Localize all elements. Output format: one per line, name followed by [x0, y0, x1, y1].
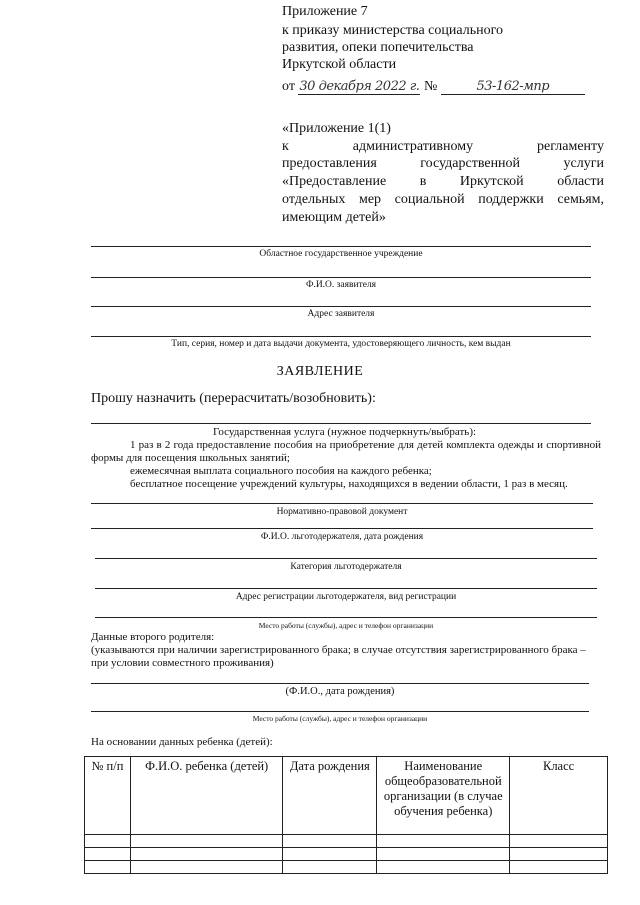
- id-document-line[interactable]: [91, 336, 591, 337]
- beneficiary-category-line[interactable]: [95, 558, 597, 559]
- second-parent-workplace-caption: Место работы (службы), адрес и телефон организации: [252, 714, 428, 723]
- date-prefix: от: [282, 79, 295, 94]
- service-option-1[interactable]: 1 раз в 2 года предоставление пособия на приобретение для детей комплекта одежды и спортивной: [130, 439, 601, 451]
- header-cell-school: Наименование общеобразовательной организации (в случае обучения ребенка): [377, 757, 510, 835]
- header-cell-grade: Класс: [510, 757, 608, 835]
- beneficiary-name-line[interactable]: [91, 528, 593, 529]
- normative-doc-caption: Нормативно-правовой документ: [276, 507, 408, 517]
- table-row[interactable]: [85, 861, 608, 874]
- beneficiary-address-caption: Адрес регистрации льготодержателя, вид регистрации: [235, 592, 457, 602]
- date-value: 30 декабря 2022 г.: [299, 79, 420, 94]
- service-line[interactable]: [91, 423, 591, 424]
- sub-appendix-line-4: отдельных мер социальной поддержки семьям,: [282, 192, 604, 207]
- cell[interactable]: [377, 835, 510, 848]
- order-line-3: Иркутской области: [282, 57, 397, 72]
- institution-caption: Областное государственное учреждение: [259, 249, 423, 259]
- beneficiary-address-line[interactable]: [95, 588, 597, 589]
- children-table: [84, 756, 608, 874]
- cell[interactable]: [510, 835, 608, 848]
- cell[interactable]: [283, 848, 377, 861]
- applicant-name-line[interactable]: [91, 277, 591, 278]
- cell[interactable]: [510, 861, 608, 874]
- table-row[interactable]: [85, 835, 608, 848]
- cell[interactable]: [510, 848, 608, 861]
- cell[interactable]: [85, 848, 131, 861]
- second-parent-title: Данные второго родителя:: [91, 631, 215, 643]
- children-basis-text: На основании данных ребенка (детей):: [91, 736, 273, 748]
- beneficiary-name-caption: Ф.И.О. льготодержателя, дата рождения: [260, 532, 424, 542]
- second-parent-name-line[interactable]: [91, 683, 589, 684]
- cell[interactable]: [130, 848, 283, 861]
- normative-doc-line[interactable]: [91, 503, 593, 504]
- header-cell-birth-date: Дата рождения: [283, 757, 377, 835]
- beneficiary-category-caption: Категория льготодержателя: [290, 562, 402, 572]
- service-option-1-cont: формы для посещения школьных занятий;: [91, 452, 290, 464]
- cell[interactable]: [85, 861, 131, 874]
- number-value: 53-162-мпр: [441, 79, 585, 95]
- appendix-title: Приложение 7: [282, 4, 368, 19]
- cell[interactable]: [130, 835, 283, 848]
- sub-appendix-title: «Приложение 1(1): [282, 121, 391, 136]
- header-cell-number: № п/п: [85, 757, 131, 835]
- service-option-3[interactable]: бесплатное посещение учреждений культуры, находящихся в ведении области, 1 раз в месяц.: [130, 478, 568, 490]
- workplace-line[interactable]: [95, 617, 597, 618]
- cell[interactable]: [283, 835, 377, 848]
- table-row[interactable]: [85, 848, 608, 861]
- service-caption: Государственная услуга (нужное подчеркнуть/выбрать):: [213, 426, 477, 438]
- order-date-line: [282, 79, 602, 95]
- table-header-row: [85, 757, 608, 835]
- second-parent-note: (указываются при наличии зарегистрированного брака; в случае отсутствия зарегистрированного брака – при условии совместного проживания): [91, 644, 586, 669]
- institution-line[interactable]: [91, 246, 591, 247]
- applicant-name-caption: Ф.И.О. заявителя: [305, 280, 377, 290]
- sub-appendix-line-2: предоставления государственной услуги: [282, 156, 604, 171]
- service-option-2[interactable]: ежемесячная выплата социального пособия на каждого ребенка;: [130, 465, 432, 477]
- sub-appendix-line-3: «Предоставление в Иркутской области: [282, 174, 604, 189]
- request-text: Прошу назначить (перерасчитать/возобновить):: [91, 391, 376, 406]
- sub-appendix-line-1: к административному регламенту: [282, 139, 604, 154]
- workplace-caption: Место работы (службы), адрес и телефон организации: [258, 621, 434, 630]
- second-parent-workplace-line[interactable]: [91, 711, 589, 712]
- applicant-address-line[interactable]: [91, 306, 591, 307]
- header-cell-child-name: Ф.И.О. ребенка (детей): [130, 757, 283, 835]
- number-prefix: №: [423, 79, 438, 94]
- order-line-1: к приказу министерства социального: [282, 23, 503, 38]
- order-line-2: развития, опеки попечительства: [282, 40, 474, 55]
- id-document-caption: Тип, серия, номер и дата выдачи документа, удостоверяющего личность, кем выдан: [171, 339, 511, 349]
- cell[interactable]: [85, 835, 131, 848]
- second-parent-name-caption: (Ф.И.О., дата рождения): [285, 686, 395, 697]
- sub-appendix-last-line: имеющим детей»: [282, 210, 386, 225]
- cell[interactable]: [130, 861, 283, 874]
- cell[interactable]: [377, 861, 510, 874]
- cell[interactable]: [283, 861, 377, 874]
- applicant-address-caption: Адрес заявителя: [307, 309, 375, 319]
- form-title: ЗАЯВЛЕНИЕ: [276, 364, 364, 379]
- cell[interactable]: [377, 848, 510, 861]
